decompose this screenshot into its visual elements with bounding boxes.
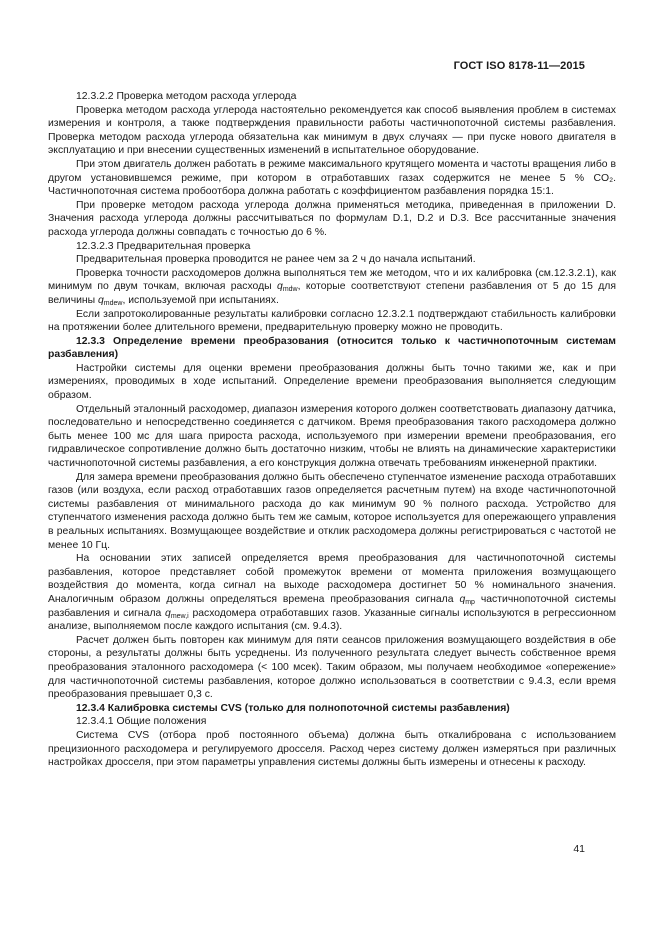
paragraph: Расчет должен быть повторен как минимум для пяти сеансов приложения возмущающего воздействия в обе стороны, а результаты должны быть усреднены. Из полученного результата следует вычесть собственное время преобразования эталонного расходомера (< 100 мсек). Таким образом, мы получаем необходимое «опережение» для частичнопоточной системы разбавления, которое должно использоваться в соответствии с 9.4.3, если время преобразования превышает 0,3 с. (48, 634, 616, 701)
section-12-3-2-2-heading: 12.3.2.2 Проверка методом расхода углерода (76, 91, 297, 102)
section-12-3-3-heading: 12.3.3 Определение времени преобразования (относится только к частичнопоточным системам разбавления) (48, 335, 616, 361)
paragraph: Для замера времени преобразования должно быть обеспечено ступенчатое изменение расхода отработавших газов (или воздуха, если расход отработавших газов определяется расчетным путем) на входе частичнопоточной системы разбавления от минимального расхода до как минимум 90 % полного расхода. Устройство для ступенчатого изменения расхода должно быть тем же самым, которое используется для опережающего управления в реальных испытаниях. Возмущающее воздействие и отклик расходомера должны регистрироваться с частотой не менее 10 Гц. (48, 471, 616, 551)
page-number: 41 (573, 843, 585, 855)
paragraph: Если запротоколированные результаты калибровки согласно 12.3.2.1 подтверждают стабильность калибровки на протяжении более длительного времени, предварительную проверку можно не проводить. (48, 308, 616, 334)
paragraph: Система CVS (отбора проб постоянного объема) должна быть откалибрована с использованием прецизионного расходомера и регулируемого дросселя. Расход через систему должен измеряться при различных настройках дросселя, при этом параметры управления системы должны быть измерены и отнесены к расходу. (48, 729, 616, 769)
paragraph: Настройки системы для оценки времени преобразования должны быть точно такими же, как и при измерениях, проводимых в ходе испытаний. Определение времени преобразования выполняется следующим образом. (48, 362, 616, 402)
paragraph: На основании этих записей определяется время преобразования для частичнопоточной системы разбавления, которое представляет собой промежуток времени от момента приложения возмущающего воздействия до момента, когда сигнал на выходе расходомера достигнет 50 % номинального значения. Аналогичным образом должны определяться времена преобразования сигнала $q_{mp}$ частичнопоточной системы разбавления и сигнала $q_{mew,i}$ расходомера отработавших газов. Указанные сигналы используются в регрессионном анализе, выполняемом после каждого испытания (см. 9.4.3). (48, 553, 616, 633)
section-12-3-2-3-heading: 12.3.2.3 Предварительная проверка (76, 240, 251, 252)
paragraph: При этом двигатель должен работать в режиме максимального крутящего момента и частоты вращения либо в другом установившемся режиме, при котором в отработавших газах содержится не менее 5 % CO₂. Частичнопоточная система пробоотбора должна работать с коэффициентом разбавления порядка 15:1. (48, 158, 616, 198)
paragraph: При проверке методом расхода углерода должна применяться методика, приведенная в приложении D. Значения расхода углерода должны рассчитываться по формулам D.1, D.2 и D.3. Все рассчитанные значения расхода углерода должны совпадать с точностью до 6 %. (48, 199, 616, 238)
paragraph: Проверка методом расхода углерода настоятельно рекомендуется как способ выявления проблем в системах измерения и контроля, а также подтверждения правильности работы частичнопоточной системы разбавления. Проверка методом расхода углерода обязательна как минимум в двух случаях — при пуске нового двигателя в эксплуатацию и при внесении существенных изменений в испытательное оборудование. (48, 104, 616, 157)
document-header: ГОСТ ISO 8178-11—2015 (453, 60, 585, 72)
paragraph: Предварительная проверка проводится не ранее чем за 2 ч до начала испытаний. (76, 254, 476, 266)
section-12-3-4-heading: 12.3.4 Калибровка системы CVS (только для полнопоточной системы разбавления) (76, 702, 510, 714)
paragraph: Отдельный эталонный расходомер, диапазон измерения которого должен соответствовать диапазону датчика, последовательно и непосредственно соединяется с датчиком. Время преобразования такого расходомера должно быть менее 100 мс для шага прироста расхода, используемого при измерении времени преобразования, его гидравлическое сопротивление должно быть достаточно низким, чтобы не влиять на динамические характеристики частичнопоточной системы разбавления, а его конструкция должна отвечать требованиям инженерной практики. (48, 403, 616, 470)
document-body (48, 90, 616, 770)
section-12-3-4-1-heading: 12.3.4.1 Общие положения (76, 716, 207, 728)
paragraph: Проверка точности расходомеров должна выполняться тем же методом, что и их калибровка (см.12.3.2.1), как минимум по двум точкам, включая расходы $q_{mdw}$, которые соответствуют степени разбавления от 5 до 15 для величины $q_{mdew}$, используемой при испытаниях. (48, 267, 616, 307)
